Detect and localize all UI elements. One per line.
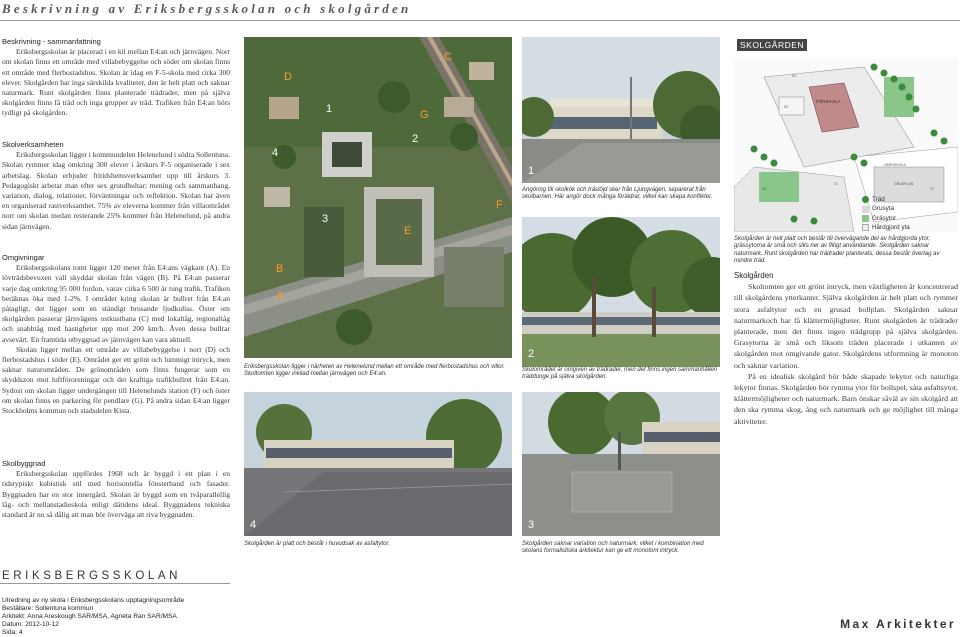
plan-legend (862, 195, 910, 233)
meta-line-1: Utredning av ny skola i Eriksbergsskolans upptagningsområde (2, 597, 185, 604)
page-title: Beskrivning av Eriksbergsskolan och skolgården (2, 1, 412, 16)
legend-item-grusyta: Grusyta (862, 204, 910, 213)
skolgarden-heading: Skolgården (734, 271, 774, 280)
skolgarden-text-1: Skoltomten ger ett grönt intryck, men växtligheten är koncentrerad till skolgårdens ytterkanter. Själva skolgården är helt platt och rymmer stora asfaltytor och en grusad bollplan. Skolgården saknar naturmarkoch har få klättermöjligheter. Runt skolgården är trädrader planterade, men det finns ingen trädgrupp på själva skolgården. Grasytorna är små och liksom träden placerade i utkanten av skolgården mot omgivande gator. Skolgårdens utformning är monoton och saknar variation. (734, 282, 958, 370)
photo-3-num: 3 (528, 519, 535, 531)
aerial-label-c: C (444, 51, 452, 63)
aerial-label-f: F (496, 199, 503, 211)
photo-2-caption: Skolområdet är omgiven av trädrader, men det finns ingen sammanhållen träddunge på själva skolgården. (522, 367, 718, 381)
title-divider (0, 20, 960, 21)
legend-swatch-grusyta (862, 206, 869, 213)
aerial-label-3: 3 (322, 213, 329, 225)
photo-1 (522, 37, 720, 183)
plan-label-s2: S2 (784, 105, 789, 109)
photo-3-caption: Skolgården saknar variation och naturmark, vilket i kombination med skolans formalistiska arkitektur kan ge ett monotont intryck. (522, 541, 704, 555)
legend-swatch-grasytor (862, 215, 869, 222)
verksamhet-section (2, 140, 230, 232)
aerial-label-a: A (276, 290, 284, 302)
photo-2 (522, 217, 720, 367)
plan-label-t1: T1 (834, 182, 839, 186)
plan-label-t2: T2 (930, 187, 935, 191)
photo-4 (244, 392, 512, 536)
aerial-photo (244, 37, 512, 358)
plan-label-s3: S3 (762, 187, 767, 191)
verksamhet-text: Eriksbergsskolan ligger i kommundelen Helenelund i södra Sollentuna. Skolan rymmer idag omkring 300 elever i årskurs F-5 organiserade i sex arbetslag. Skolan erbjuder fritidshemsverksamhet upp till årskurs 3. Pedagogiskt arbetar man efter sex grundbultar; mening och sammanhang, variation, dialog, relationer, förväntningar och reflektion. Skolan har även en organiserad rastverksamhet. 75% av eleverna kommer från villaområdet norr om skolan medan resterande 25% kommer från Helenelund, på andra sidan järnvägen. (2, 150, 230, 231)
skolgarden-section (734, 270, 958, 427)
meta-line-3: Arkitekt: Anna Areskough SAR/MSA, Agneta Ran SAR/MSA (2, 612, 177, 620)
byggnad-section (2, 459, 230, 520)
plan-label-grusplan: GRUSPLAN (894, 182, 914, 186)
footer-school-name: ERIKSBERGSSKOLAN (2, 570, 182, 582)
footer-meta (2, 597, 184, 637)
summary-section (2, 37, 230, 119)
legend-swatch-trad (862, 196, 869, 203)
byggnad-text: Eriksbergsskolan uppfördes 1968 och är byggd i ett plan i en tidstypiskt kubistisk stil med horisontella fönsterband och fasader. Byggnaden har en stor innergård. Skolan är byggd som en tvåparallellig låg- och mellanstadieskola enligt dätidens ideal. Byggnadens tekniska standard är nu så dålig att man bör överväga att riva byggnaden. (2, 469, 230, 520)
meta-line-2: Beställare: Sollentuna kommun (2, 604, 94, 612)
aerial-label-e: E (404, 225, 412, 237)
plan-title: SKOLGÅRDEN (737, 39, 807, 51)
omgivning-section (2, 253, 230, 416)
omgivning-heading: Omgivningar (2, 253, 45, 262)
aerial-label-4: 4 (272, 147, 279, 159)
meta-line-4: Datum: 2012-10-12 (2, 620, 59, 628)
brand-logo-text: Max Arkitekter (840, 617, 956, 631)
aerial-caption: Eriksbergsskolan ligger i närheten av Helenelund mellan ett område med flerbostadshus och villor. Skoltomten ligger inkilad mellan järnvägen och E4:an. (244, 364, 505, 378)
byggnad-heading: Skolbyggnad (2, 459, 46, 468)
site-plan (734, 37, 958, 232)
photo-1-caption: Angöring till skolkök och träslöjd sker från Ljungvägen, separerat från skolbarnen. Här angör dock många föräldrar, vilket kan skapa konflikter. (522, 187, 713, 201)
legend-item-grasytor: Gräsytor (862, 214, 910, 223)
photo-1-num: 1 (528, 165, 535, 177)
plan-label-forskola: FÖRSKOLA (816, 99, 841, 104)
verksamhet-heading: Skolverksamheten (2, 140, 64, 149)
omgivning-text-2: Skolan ligger mellan ett område av villabebyggelse i norr (D) och flerbostadshus i söder (E). Området ger ett grönt och lummigt intryck, men saknar naturområden. De grönområden som finns fungerar som en skyddszon mot luftföroreningar och det kraftiga trafikbullret från E4:an. Sydost om skolan ligger undergången till Helenelunds station (F) och öster om skolan finns en parkering för pendlare (G). På andra sidan E4:an ligger Stockholms kommun och stadsdelen Kista. (2, 344, 230, 416)
aerial-label-d: D (284, 71, 292, 83)
photo-4-num: 4 (250, 519, 257, 531)
photo-4-caption: Skolgården är platt och består i huvudsak av asfaltytor. (244, 541, 390, 547)
plan-caption: Skolgården är helt platt och består till övervägande del av hårdgjorda ytor, grässytorna är små och slits ner av flitigt användande. Skolgården saknar naturmark. Runt skolgården har trädrader planterats, dessa består överlag av mindre träd. (734, 236, 940, 264)
plan-label-s1: S1 (792, 74, 797, 78)
photo-3 (522, 392, 720, 536)
meta-line-5: Sida: 4 (2, 628, 23, 636)
legend-item-trad: Träd (862, 195, 910, 204)
legend-item-hardgjord: Hårdgjord yta (862, 223, 910, 232)
footer-divider (0, 583, 230, 584)
aerial-label-2: 2 (412, 133, 419, 145)
legend-swatch-hardgjord (862, 224, 869, 231)
photo-2-num: 2 (528, 348, 535, 360)
plan-label-hardskola: HÄRDSKOLA (884, 163, 906, 167)
aerial-label-g: G (420, 109, 429, 121)
aerial-label-b: B (276, 263, 284, 275)
summary-text: Eriksbergsskolan är placerad i en kil mellan E4:an och järnvägen. Norr om skolan finns ett område med villabebyggelse och söder om skolan finns ett område med flerbostadshus. Skolan är idag en F-5-skola med cirka 300 elever. Skolgården har inga särskilda kvaliteter, den är helt platt och saknar naturmark. Runt skolgården finns planterade trädrader, men på själva skolgården finns få träd och inga grupper av träd. Trafiken från E4:an hörs tydligt på skolgården. (2, 47, 230, 118)
aerial-label-1: 1 (326, 103, 333, 115)
skolgarden-text-2: På en idealisk skolgård bör både skapade lekytor och naturliga lekytor finnas. Skolgården bör rymma ytor för bollspel, såta asfaltsytor, klättermöjligheter och naturmark. Barn önskar såväl av sin skolgård att den ska rymma skog, ång och naturmark och ge möjlighet till många aktiviteter. (734, 371, 958, 426)
summary-heading: Beskrivning - sammanfattning (2, 37, 101, 46)
omgivning-text-1: Eriksbergsskolans tomt ligger 120 meter från E4:ans vägkant (A). En lövträdsbevuxen vall skyddar skolan från vägen (B). På E4:an passerar varje dag omkring 95 000 fordon, varav cirka 6 500 är tung trafik. Trafiken beräknas öka med 1-2%. I området kring skolan är bullret från E4:an påtagligt, det ligger som en ständigt brusande ljudkuliss. Öster om skolgården passerar järnvägens ostkustbana (C) med lokaltåg, regionaltåg och snabbtåg med hastigheter upp mot 200 km/h. Även dessa bullrar avsevärt. En framtida utbyggnad av järnvägen kan vara aktuell. (2, 263, 230, 344)
